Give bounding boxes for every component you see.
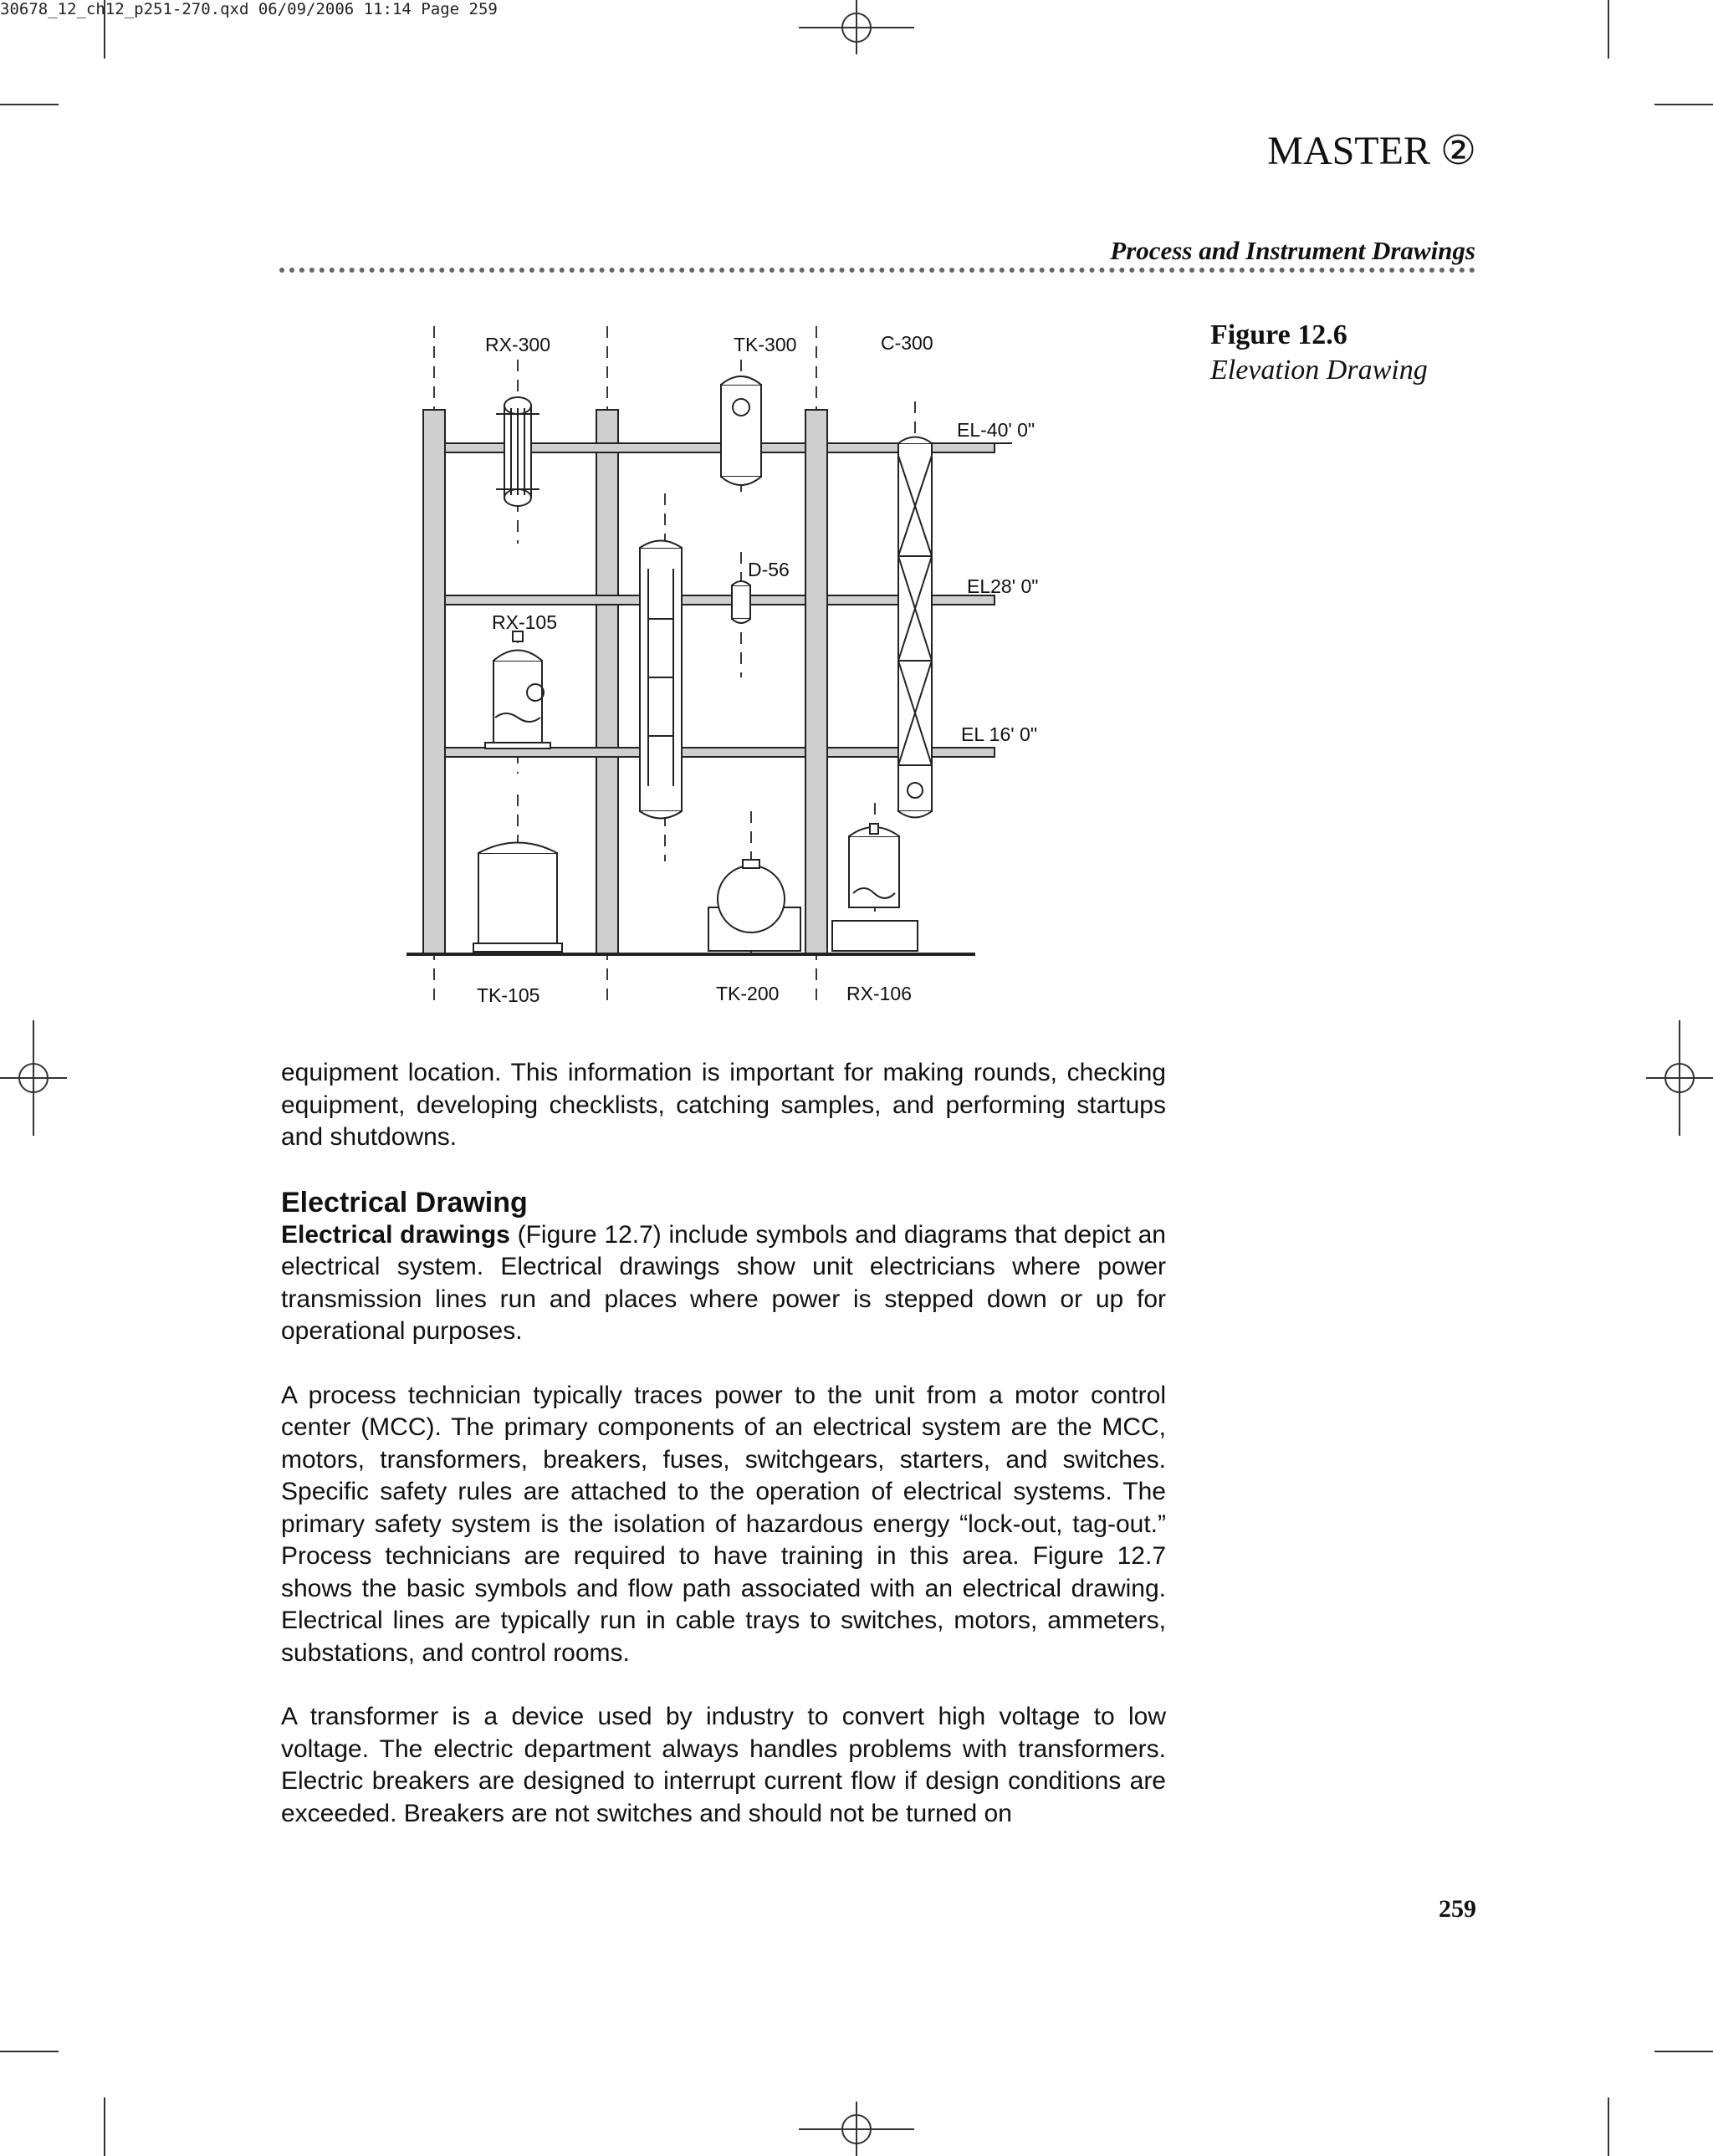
term-electrical-drawings: Electrical drawings (281, 1220, 510, 1249)
paragraph-transformer: A transformer is a device used by industry to convert high voltage to low voltage. The electric department always handles problems with transformers. Electric breakers are designed to interrupt current flow if design conditions are exceeded. Breakers are not switches and should not be turned on (281, 1703, 1166, 1827)
paragraph-continued: equipment location. This information is important for making rounds, checking equipment, developing checklists, catching samples, and performing startups and shutdowns. (281, 1059, 1166, 1151)
label-rx106: RX-106 (846, 983, 912, 1004)
paragraph-electrical-drawings-text: (Figure 12.7) include symbols and diagrams that depict an electrical system. Electrical drawings show unit electricians where power transmission lines run and places where power is stepped down or up for operational purposes. (281, 1220, 1166, 1345)
label-rx105: RX-105 (492, 611, 557, 633)
label-el40: EL-40' 0" (957, 419, 1035, 441)
figure-title: Elevation Drawing (1210, 355, 1428, 386)
page-number: 259 (1439, 1895, 1476, 1923)
body-text (281, 1057, 1166, 1862)
label-el28: EL28' 0" (967, 575, 1039, 597)
label-tk105: TK-105 (477, 984, 540, 1006)
section-heading: Electrical Drawing (281, 1186, 528, 1218)
label-tk200: TK-200 (716, 983, 780, 1004)
figure-caption (1210, 318, 1428, 388)
figure-number: Figure 12.6 (1210, 319, 1347, 350)
elevation-drawing (401, 318, 1071, 1012)
label-tk300: TK-300 (734, 334, 797, 355)
label-c300: C-300 (881, 332, 933, 354)
paragraph-electrical-drawings (281, 1219, 1166, 1348)
label-el16: EL 16' 0" (961, 723, 1037, 745)
label-d56: D-56 (748, 559, 790, 580)
master-mark: MASTER ② (1267, 129, 1476, 173)
file-slug: 30678_12_ch12_p251-270.qxd 06/09/2006 11:14 Page 259 (0, 0, 498, 18)
running-head: Process and Instrument Drawings (1110, 236, 1475, 265)
paragraph-mcc: A process technician typically traces power to the unit from a motor control center (MCC). The primary components of an electrical system are the MCC, motors, transformers, breakers, fuses, switchgears, starters, and switches. Specific safety rules are attached to the operation of electrical systems. The primary safety system is the isolation of hazardous energy “lock-out, tag-out.” Process technicians are required to have training in this area. Figure 12.7 shows the basic symbols and flow path associated with an electrical drawing. Electrical lines are typically run in cable trays to switches, motors, ammeters, substations, and control rooms. (281, 1381, 1166, 1667)
label-rx300: RX-300 (485, 334, 550, 355)
dotted-rule (279, 268, 1475, 273)
